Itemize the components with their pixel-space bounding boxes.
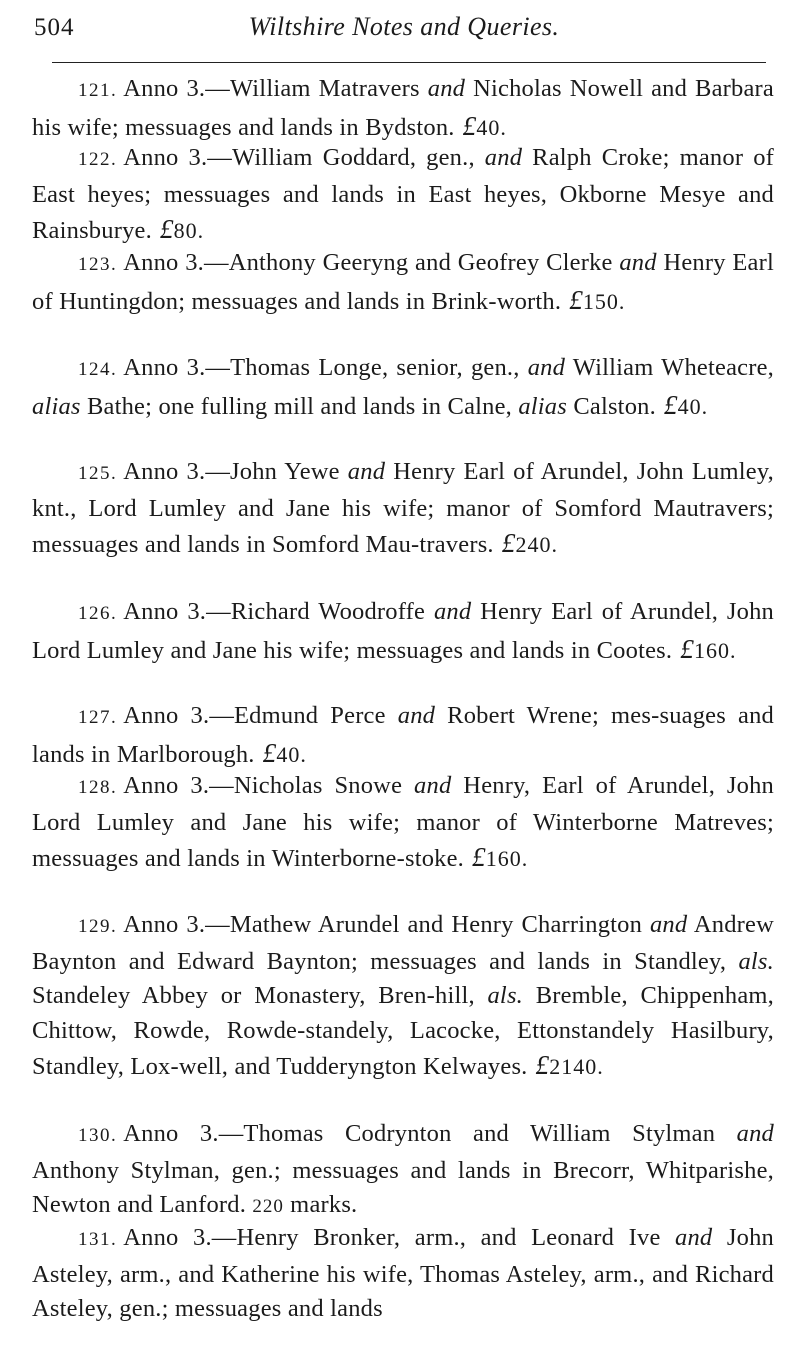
italic-text: alias bbox=[32, 392, 81, 420]
italic-text: and bbox=[347, 458, 386, 485]
fine-amount: 240. bbox=[515, 532, 558, 558]
entry-text: Anno 3.—Edmund Perce bbox=[123, 702, 398, 729]
entry-128 bbox=[32, 769, 774, 877]
entry-121 bbox=[32, 72, 774, 145]
italic-text: and bbox=[414, 772, 452, 799]
italic-text: and bbox=[527, 354, 566, 381]
entry-number: 131. bbox=[78, 1229, 118, 1250]
entry-number: 122. bbox=[78, 149, 118, 170]
entry-number: 130. bbox=[78, 1125, 118, 1146]
entry-126 bbox=[32, 595, 774, 668]
entry-text: Robert Wrene; mes-suages and lands in Marlborough. bbox=[32, 702, 774, 768]
italic-text: and bbox=[397, 702, 436, 729]
entry-text: Anno 3.—Richard Woodroffe bbox=[123, 598, 434, 625]
italic-text: als. bbox=[738, 947, 774, 975]
fine-amount: 40. bbox=[677, 393, 709, 419]
entry-124 bbox=[32, 351, 774, 424]
entry-text: Ralph Croke; manor of East heyes; messuages and lands in East heyes, Okborne Mesye and Rainsburye. bbox=[32, 144, 775, 245]
pound-sign: £ bbox=[680, 633, 694, 664]
entry-text: marks. bbox=[283, 1191, 358, 1219]
entry-text: Anno 3.—Thomas Codrynton and William Stylman bbox=[123, 1120, 737, 1147]
italic-text: and bbox=[675, 1224, 713, 1251]
entry-text: Henry Earl of Arundel, John Lord Lumley and Jane his wife; messuages and lands in Cootes. bbox=[32, 598, 774, 664]
fine-amount: 160. bbox=[485, 846, 529, 872]
fine-amount: 220 bbox=[252, 1196, 284, 1218]
entry-text: Anno 3.—Anthony Geeryng and Geofrey Clerke bbox=[123, 249, 620, 276]
italic-text: and bbox=[484, 144, 523, 171]
entry-number: 124. bbox=[78, 359, 118, 380]
italic-text: alias bbox=[518, 392, 567, 420]
entry-text: Standeley Abbey or Monastery, Bren-hill, bbox=[32, 982, 488, 1010]
entry-text: Anno 3.—William Matravers bbox=[123, 75, 428, 102]
pound-sign: £ bbox=[501, 528, 516, 559]
pound-sign: £ bbox=[663, 389, 678, 420]
entry-text: Henry, Earl of Arundel, John Lord Lumley and Jane his wife; manor of Winterborne Matreves; messuages and lands in Winterborne-stoke. bbox=[32, 772, 774, 873]
entry-text: Calston. bbox=[567, 392, 656, 420]
entry-text: Anthony Stylman, gen.; messuages and lands in Brecorr, Whitparishe, Newton and Lanford. bbox=[32, 1156, 774, 1219]
italic-text: als. bbox=[487, 982, 524, 1010]
fine-amount: 2140. bbox=[549, 1054, 604, 1080]
entry-text: Anno 3.—Henry Bronker, arm., and Leonard Ive bbox=[123, 1224, 676, 1251]
entry-text: John Asteley, arm., and Katherine his wife, Thomas Asteley, arm., and Richard Asteley, gen.; messuages and lands bbox=[32, 1224, 774, 1323]
entry-text: Anno 3.—William Goddard, gen., bbox=[123, 144, 485, 171]
fine-amount: 150. bbox=[582, 288, 626, 314]
entry-122 bbox=[32, 141, 774, 249]
fine-amount: 40. bbox=[476, 114, 507, 140]
entry-text: Henry Earl of Huntingdon; messuages and lands in Brink-worth. bbox=[32, 249, 774, 315]
pound-sign: £ bbox=[569, 284, 583, 315]
entry-number: 126. bbox=[78, 603, 118, 624]
italic-text: and bbox=[619, 249, 657, 276]
entry-number: 121. bbox=[78, 80, 118, 101]
entry-125 bbox=[32, 455, 774, 563]
entry-text: William Wheteacre, bbox=[565, 354, 774, 381]
entry-130 bbox=[32, 1117, 774, 1225]
entry-text: Nicholas Nowell and Barbara his wife; messuages and lands in Bydston. bbox=[32, 75, 774, 141]
fine-amount: 80. bbox=[173, 218, 205, 244]
fine-amount: 160. bbox=[693, 637, 737, 663]
italic-text: and bbox=[427, 75, 466, 102]
page-number: 504 bbox=[34, 14, 75, 41]
entry-text: Henry Earl of Arundel, John Lumley, knt., Lord Lumley and Jane his wife; manor of Somford Mautravers; messuages and lands in Somford Mau-travers. bbox=[32, 458, 774, 559]
italic-text: and bbox=[736, 1120, 774, 1147]
page-header bbox=[34, 10, 774, 46]
entry-number: 129. bbox=[78, 916, 118, 937]
entry-number: 128. bbox=[78, 777, 118, 798]
italic-text: and bbox=[433, 598, 472, 625]
pound-sign: £ bbox=[159, 214, 174, 245]
entry-number: 123. bbox=[78, 254, 118, 275]
entry-text: Anno 3.—Thomas Longe, senior, gen., bbox=[123, 354, 528, 381]
italic-text: and bbox=[649, 911, 688, 938]
entry-127 bbox=[32, 699, 774, 772]
pound-sign: £ bbox=[535, 1050, 550, 1081]
entry-text: Anno 3.—Nicholas Snowe bbox=[123, 772, 415, 799]
pound-sign: £ bbox=[472, 842, 486, 873]
entry-number: 125. bbox=[78, 463, 118, 484]
entry-text: Bathe; one fulling mill and lands in Calne, bbox=[80, 392, 519, 420]
entry-131 bbox=[32, 1221, 774, 1327]
running-title: Wiltshire Notes and Queries. bbox=[248, 12, 560, 41]
pound-sign: £ bbox=[262, 737, 277, 768]
entry-text: Andrew Baynton and Edward Baynton; messuages and lands in Standley, bbox=[32, 911, 775, 975]
pound-sign: £ bbox=[462, 110, 477, 141]
entry-123 bbox=[32, 246, 774, 319]
fine-amount: 40. bbox=[276, 741, 307, 767]
entry-text: Anno 3.—John Yewe bbox=[123, 458, 348, 485]
entry-129 bbox=[32, 908, 774, 1085]
entry-number: 127. bbox=[78, 707, 118, 728]
header-rule bbox=[52, 62, 766, 63]
entry-text: Anno 3.—Mathew Arundel and Henry Charrington bbox=[123, 911, 650, 938]
entry-text: Bremble, Chippenham, Chittow, Rowde, Rowde-standely, Lacocke, Ettonstandely Hasilbury, Standley, Lox-well, and Tudderyngton Kelwayes. bbox=[32, 982, 774, 1081]
